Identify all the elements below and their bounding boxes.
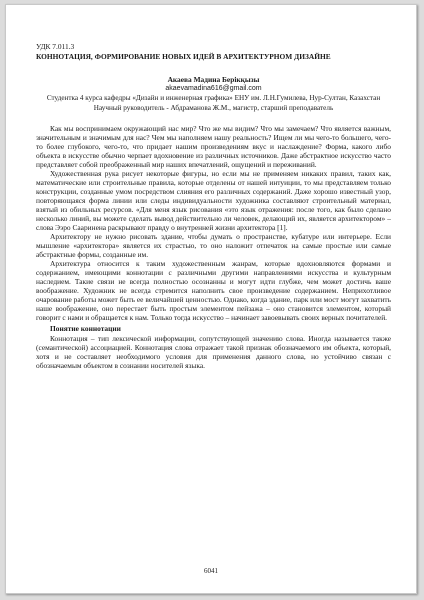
article-body [36,124,391,370]
paragraph-4: Архитектура относится к таким художественным жанрам, которые вдохновляются формами и содержанием, имеющими коннотации с различными другими направлениями искусства и культурным наследием. Такие связи не всегда полностью осознанны и могут идти глубже, чем может достичь ваше воображение. Художник не всегда стремится наполнить свое произведение содержанием. Неприхотливое очарование работы может быть ее величайшей ценностью. Однако, когда здание, парк или мост могут захватить наше воображение, оно перестает быть простым элементом пейзажа – оно становится элементом, который говорит с нами и обращается к нам. Только тогда искусство – начинает завоевывать своих верных почитателей. [36,259,391,322]
section-heading: Понятие коннотации [50,324,121,333]
author-name: Акаева Мадина Берікқызы [167,75,260,84]
page-content [36,42,391,370]
paragraph-5: Коннотация – тип лексической информации, сопутствующей значению слова. Иногда называется также (семантической) ассоциацией. Коннотация слова отражает такой признак обозначаемого им объекта, который, хотя и не составляет необходимого условия для применения данного слова, но устойчиво связан с обозначаемым объектом в сознании носителей языка. [36,334,391,370]
author-affiliation: Студентка 4 курса кафедры «Дизайн и инженерная графика» ЕНУ им. Л.Н.Гумилева, Нур-Султан, Казахстан [46,94,381,102]
scientific-advisor: Научный руководитель - Абдраманова Ж.М., магистр, старший преподаватель [93,104,334,112]
paragraph-1: Как мы воспринимаем окружающий нас мир? Что же мы видим? Что мы замечаем? Что является важным, значительным и значимым для нас? Чем мы наполняем нашу реальность? Ищем ли мы чего-то большего, чего-то более глубокого, чего-то, что придает нашим произведениям вкус и наслаждение? Форма, какого либо объекта в искусстве обычно черпает вдохновение из различных источников. Даже абстрактное искусство часто представляет собой преображенный мир наших впечатлений, ощущений и переживаний. [36,124,391,169]
udk-code: УДК 7.011.3 [36,42,75,51]
article-title: КОННОТАЦИЯ, ФОРМИРОВАНИЕ НОВЫХ ИДЕЙ В АРХИТЕКТУРНОМ ДИЗАЙНЕ [36,52,331,61]
author-email: akaevamadina616@gmail.com [165,85,262,92]
page-number: 6041 [204,567,218,575]
paragraph-2: Художественная рука рисует некоторые фигуры, но если мы не применяем никаких правил, таких как, математические или строительные правила, которые отделены от нашей интуиции, то мы представляем только конструкции, созданные умом посредством слияния его различных содержаний. Даже хорошо известный узор, повторяющаяся форма линии или следы индивидуальности художника составляют строительный материал, взятый из обильных ресурсов. «Для меня язык рисования «это язык отражения: после того, как было сделано несколько линий, вы можете сделать вывод действительно ли человек, делающий их, является архитектором» – слова Ээро Сааринена раскрывают правду о внутренней жизни архитектора [1]. [36,169,391,232]
paragraph-3: Архитектору не нужно рисовать здание, чтобы думать о пространстве, кубатуре или интерьере. Если мышление «архитектора» является их страстью, то оно наложит отпечаток на самые простые или самые абстрактные формы, созданные им. [36,232,391,259]
document-page [5,4,417,594]
